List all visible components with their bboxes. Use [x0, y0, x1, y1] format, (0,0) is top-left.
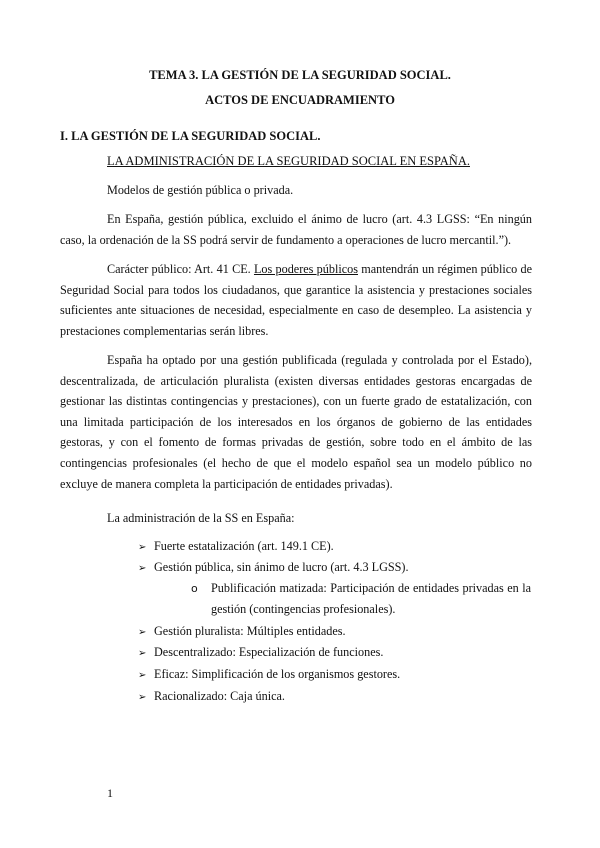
- arrow-bullet-icon: ➢: [138, 670, 147, 681]
- arrow-bullet-icon: ➢: [138, 692, 147, 703]
- page-number: 1: [107, 786, 113, 800]
- arrow-bullet-icon: ➢: [138, 627, 147, 638]
- list-item-text: Gestión pluralista: Múltiples entidades.: [154, 624, 346, 638]
- paragraph-gestion-models: Modelos de gestión pública o privada.: [107, 183, 294, 197]
- paragraph-public-character: [60, 259, 532, 341]
- underlined-poderes-publicos: Los poderes públicos: [253, 262, 358, 276]
- list-item: [138, 557, 409, 580]
- arrow-bullet-icon: ➢: [138, 542, 147, 553]
- paragraph-spain-public: En España, gestión pública, excluido el ánimo de lucro (art. 4.3 LGSS: “En ningún caso, la ordenación de la SS podrá servir de fundamento a operaciones de lucro mercantil.”).: [60, 212, 532, 247]
- list-item-text: Eficaz: Simplificación de los organismos gestores.: [154, 667, 401, 681]
- list-item-text: Gestión pública, sin ánimo de lucro (art. 4.3 LGSS).: [154, 560, 409, 574]
- sub-list-item: [191, 578, 531, 620]
- list-item: [138, 686, 285, 709]
- list-item: [138, 664, 400, 687]
- list-item: [138, 536, 334, 559]
- section-heading: I. LA GESTIÓN DE LA SEGURIDAD SOCIAL.: [60, 129, 321, 143]
- circle-bullet-icon: o: [191, 582, 198, 595]
- paragraph-public-character-end: mantendrán un régimen público de Seguridad Social para todos los ciudadanos, que garantice la asistencia y prestaciones sociales suficientes ante situaciones de necesidad, especialmente en caso de desempleo. La asistencia y prestaciones complementarias serán libres.: [60, 262, 533, 338]
- arrow-bullet-icon: ➢: [138, 648, 147, 659]
- subsection-heading: LA ADMINISTRACIÓN DE LA SEGURIDAD SOCIAL EN ESPAÑA.: [107, 154, 470, 168]
- arrow-bullet-icon: ➢: [138, 563, 147, 574]
- paragraph-public-character-start: Carácter público: Art. 41 CE.: [107, 262, 254, 276]
- list-item: [138, 642, 383, 665]
- paragraph-administration-intro: La administración de la SS en España:: [107, 511, 295, 525]
- paragraph-spain-model: España ha optado por una gestión publificada (regulada y controlada por el Estado), descentralizada, de articulación pluralista (existen diversas entidades gestoras encargadas de gestionar las distintas contingencias y prestaciones), con un fuerte grado de estatalización, con una limitada participación de los interesados en los órganos de gobierno de las entidades gestoras, y con el fomento de formas privadas de gestión, sobre todo en el ámbito de las contingencias profesionales (el hecho de que el modelo español sea un modelo público no excluye de manera completa la participación de entidades privadas).: [60, 353, 532, 491]
- list-item: [138, 621, 346, 644]
- document-title-line1: TEMA 3. LA GESTIÓN DE LA SEGURIDAD SOCIAL.: [149, 68, 451, 82]
- list-item-text: Racionalizado: Caja única.: [154, 689, 285, 703]
- list-item-text: Descentralizado: Especialización de funciones.: [154, 645, 384, 659]
- list-item-text: Fuerte estatalización (art. 149.1 CE).: [154, 539, 334, 553]
- document-title-line2: ACTOS DE ENCUADRAMIENTO: [205, 93, 395, 107]
- sub-list-item-text: Publificación matizada: Participación de entidades privadas en la gestión (contingencias profesionales).: [211, 581, 531, 616]
